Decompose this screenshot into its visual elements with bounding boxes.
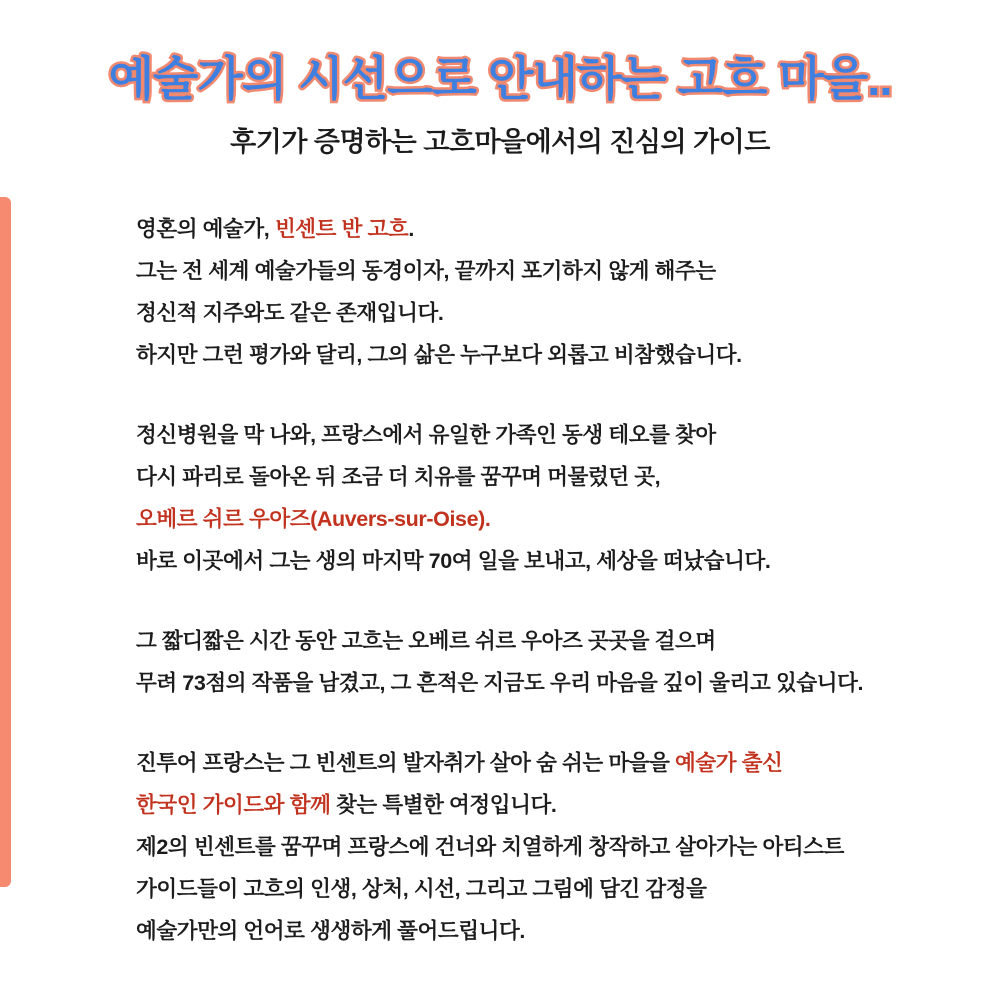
text-line [136, 868, 986, 910]
text-line [136, 784, 986, 826]
plain-text: 다시 파리로 돌아온 뒤 조금 더 치유를 꿈꾸며 머물렀던 곳, [136, 465, 661, 489]
plain-text: 찾는 특별한 여정입니다. [330, 793, 557, 817]
text-line [136, 540, 986, 582]
plain-text: 그는 전 세계 예술가들의 동경이자, 끝까지 포기하지 않게 해주는 [136, 259, 716, 283]
text-line [136, 826, 986, 868]
text-line [136, 334, 986, 376]
highlighted-text: 오베르 쉬르 우아즈(Auvers-sur-Oise). [136, 507, 491, 531]
highlighted-text: 빈센트 반 고흐 [274, 217, 409, 241]
text-line [136, 620, 986, 662]
plain-text: 그 짧디짧은 시간 동안 고흐는 오베르 쉬르 우아즈 곳곳을 걸으며 [136, 629, 716, 653]
text-line [136, 414, 986, 456]
plain-text: 하지만 그런 평가와 달리, 그의 삶은 누구보다 외롭고 비참했습니다. [136, 343, 742, 367]
plain-text: 정신병원을 막 나와, 프랑스에서 유일한 가족인 동생 테오를 찾아 [136, 423, 716, 447]
paragraph [136, 742, 986, 952]
plain-text: 진투어 프랑스는 그 빈센트의 발자취가 살아 숨 쉬는 마을을 [136, 751, 676, 775]
highlighted-text: 예술가 출신 [675, 751, 783, 775]
plain-text: 무려 73점의 작품을 남겼고, 그 흔적은 지금도 우리 마음을 깊이 울리고 있습니다. [136, 671, 864, 695]
page-header [0, 0, 1000, 159]
plain-text: 바로 이곳에서 그는 생의 마지막 70여 일을 보내고, 세상을 떠났습니다. [136, 549, 771, 573]
accent-bar [0, 197, 11, 887]
body-copy [136, 208, 986, 952]
paragraph [136, 414, 986, 582]
plain-text: 영혼의 예술가, [136, 217, 275, 241]
page-title: 예술가의 시선으로 안내하는 고흐 마을.. [108, 52, 892, 105]
text-line [136, 662, 986, 704]
paragraph [136, 208, 986, 376]
text-line [136, 456, 986, 498]
plain-text: 정신적 지주와도 같은 존재입니다. [136, 301, 444, 325]
text-line [136, 250, 986, 292]
plain-text: . [408, 217, 414, 241]
plain-text: 가이드들이 고흐의 인생, 상처, 시선, 그리고 그림에 담긴 감정을 [136, 877, 707, 901]
text-line [136, 742, 986, 784]
page-subtitle: 후기가 증명하는 고흐마을에서의 진심의 가이드 [230, 127, 770, 158]
text-line [136, 910, 986, 952]
text-line [136, 208, 986, 250]
highlighted-text: 한국인 가이드와 함께 [136, 793, 331, 817]
plain-text: 제2의 빈센트를 꿈꾸며 프랑스에 건너와 치열하게 창작하고 살아가는 아티스트 [136, 835, 844, 859]
text-line [136, 292, 986, 334]
text-line [136, 498, 986, 540]
plain-text: 예술가만의 언어로 생생하게 풀어드립니다. [136, 919, 525, 943]
paragraph [136, 620, 986, 704]
